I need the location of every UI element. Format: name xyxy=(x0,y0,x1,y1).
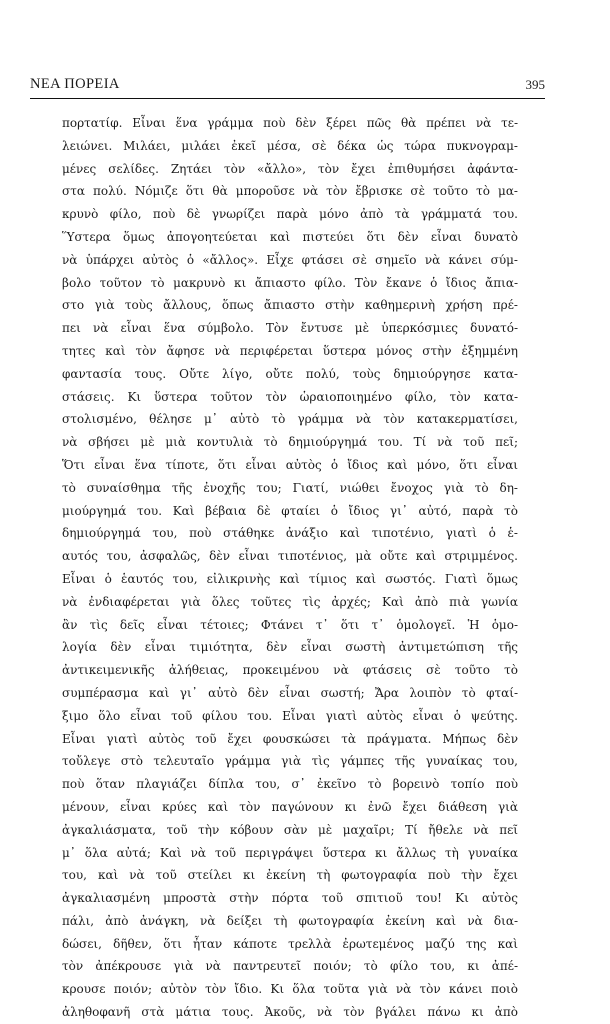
text-line: μ᾿ ὅλα αὐτά; Καὶ νὰ τοῦ περιγράψει ὕστερα κι ἄλλως τὴ γυναίκα xyxy=(62,845,518,860)
text-line: βολο τοῦτον τὸ μακρυνὸ κι ἄπιαστο φίλο. Τὸν ἔκανε ὁ ἴδιος ἄπια- xyxy=(62,275,518,290)
text-line: στα πολύ. Νόμιζε ὅτι θὰ μποροῦσε νὰ τὸν ἔβρισκε σὲ τοῦτο τὸ μα- xyxy=(62,184,518,199)
text-line: νὰ ὑπάρχει αὐτὸς ὁ «ἄλλος». Εἶχε φτάσει σὲ σημεῖο νὰ κάνει σύμ- xyxy=(62,252,518,267)
text-line: τητες καὶ τὸν ἄφησε νὰ περιφέρεται ὕστερα μόνος στὴν ἐξημμένη xyxy=(62,343,518,358)
journal-title: ΝΕΑ ΠΟΡΕΙΑ xyxy=(30,76,120,92)
text-line: στολισμένο, θέλησε μ᾿ αὐτὸ τὸ γράμμα νὰ τὸν κατακερματίσει, xyxy=(62,412,518,427)
text-line: κρυνὸ φίλο, ποὺ δὲ γνωρίζει παρὰ μόνο ἀπὸ τὰ γράμματά του. xyxy=(62,207,518,222)
text-line: τοὔλεγε στὸ τελευταῖο γράμμα γιὰ τὶς γάμπες τῆς γυναίκας του, xyxy=(62,754,518,769)
text-line: ἀγκαλιάσματα, τοῦ τὴν κόβουν σὰν μὲ μαχαῖρι; Τί ἤθελε νὰ πεῖ xyxy=(62,822,518,837)
page-number: 395 xyxy=(525,77,545,92)
text-line: μένουν, εἶναι κρύες καὶ τὸν παγώνουν κι ἐνῶ ἔχει διάθεση γιὰ xyxy=(62,799,518,814)
text-line: ἀγκαλιασμένη μπροστὰ στὴν πόρτα τοῦ σπιτιοῦ του! Κι αὐτὸς xyxy=(62,891,518,906)
text-line: Εἶναι ὁ ἑαυτός του, εἰλικρινὴς καὶ τίμιος καὶ σωστός. Γιατὶ ὅμως xyxy=(62,571,518,586)
body-text xyxy=(62,112,518,1024)
text-line: Ὅτι εἶναι ἕνα τίποτε, ὅτι εἶναι αὐτὸς ὁ ἴδιος καὶ μόνο, ὅτι εἶναι xyxy=(62,457,518,472)
text-line: νὰ σβήσει μὲ μιὰ κοντυλιὰ τὸ δημιούργημά του. Τί νὰ τοῦ πεῖ; xyxy=(62,435,518,450)
text-line: φαντασία τους. Οὔτε λίγο, οὔτε πολύ, τοὺς δημιούργησε κατα- xyxy=(62,366,518,381)
text-line: στο γιὰ τοὺς ἄλλους, ὅπως ἄπιαστο στὴν καθημερινὴ χρήση πρέ- xyxy=(62,298,518,313)
text-line: δημιούργημά του, ποὺ στάθηκε ἀνάξιο καὶ τιποτένιο, γιατὶ ὁ ἑ- xyxy=(62,526,518,541)
header-rule xyxy=(30,98,545,99)
text-line: πορτατίφ. Εἶναι ἕνα γράμμα ποὺ δὲν ξέρει πῶς θὰ πρέπει νὰ τε- xyxy=(62,116,518,130)
text-line: ξιμο ὅλο εἶναι τοῦ φίλου του. Εἶναι γιατὶ αὐτὸς εἶναι ὁ ψεύτης. xyxy=(62,708,518,723)
text-line: του, καὶ νὰ τοῦ στείλει κι ἐκείνη τὴ φωτογραφία ποὺ τὴν ἔχει xyxy=(62,868,518,883)
text-line: τὸν ἀπέκρουσε γιὰ νὰ παντρευτεῖ ποιόν; τὸ φίλο του, κι ἀπέ- xyxy=(62,959,518,974)
text-line: μιούργημά του. Καὶ βέβαια δὲ φταίει ὁ ἴδιος γι᾿ αὐτό, παρὰ τὸ xyxy=(62,503,518,518)
text-line: πάλι, ἀπὸ ἀνάγκη, νὰ δείξει τὴ φωτογραφία ἐκείνη καὶ νὰ δια- xyxy=(62,913,518,928)
text-line: στάσεις. Κι ὕστερα τοῦτον τὸν ὡραιοποιημένο φίλο, τὸν κατα- xyxy=(62,389,518,404)
text-line: ἂν τὶς δεῖς εἶναι τέτοιες; Φτάνει τ᾿ ὅτι τ᾿ ὁμολογεῖ. Ἡ ὁμο- xyxy=(62,617,518,632)
text-line: μένες σελίδες. Ζητάει τὸν «ἄλλο», τὸν ἔχει ἐπιθυμήσει ἀφάντα- xyxy=(62,161,518,176)
text-line: συμπέρασμα καὶ γι᾿ αὐτὸ δὲν εἶναι σωστή; Ἄρα λοιπὸν τὸ φταί- xyxy=(62,685,518,700)
text-line: τὸ συναίσθημα τῆς ἐνοχῆς του; Γιατί, νιώθει ἔνοχος γιὰ τὸ δη- xyxy=(62,480,518,495)
text-line: δώσει, δῆθεν, ὅτι ἦταν κάποτε τρελλὰ ἐρωτεμένος μαζύ της καὶ xyxy=(62,936,518,951)
text-line: Ὕστερα ὅμως ἀπογοητεύεται καὶ πιστεύει ὅτι δὲν εἶναι δυνατὸ xyxy=(62,229,518,244)
text-line: Εἶναι γιατὶ αὐτὸς τοῦ ἔχει φουσκώσει τὰ πράγματα. Μήπως δὲν xyxy=(62,731,518,746)
text-line: λογία δὲν εἶναι τιμιότητα, δὲν εἶναι σωστὴ ἀντιμετώπιση τῆς xyxy=(62,640,518,655)
text-line: λειώνει. Μιλάει, μιλάει ἐκεῖ μέσα, σὲ δέκα ὡς τώρα πυκνογραμ- xyxy=(62,138,518,153)
text-line: ἀληθοφανῆ στὰ μάτια τους. Ἀκοῦς, νὰ τὸν βγάλει πάνω κι ἀπὸ xyxy=(62,1005,518,1020)
page-header xyxy=(30,74,545,96)
text-line: αυτός του, ἀσφαλῶς, δὲν εἶναι τιποτένιος, μὰ οὔτε καὶ στριμμένος. xyxy=(62,549,518,564)
text-line: πει νὰ εἶναι ἕνα σύμβολο. Τὸν ἔντυσε μὲ ὑπερκόσμιες δυνατό- xyxy=(62,321,518,336)
text-line: κρουσε ποιόν; αὐτὸν τὸν ἴδιο. Κι ὅλα τοῦτα γιὰ νὰ τὸν κάνει ποιὸ xyxy=(62,982,518,997)
text-line: ποὺ ὅταν πλαγιάζει δίπλα του, σ᾿ ἐκεῖνο τὸ βορεινὸ τοπίο ποὺ xyxy=(62,777,518,792)
text-line: ἀντικειμενικῆς ἀλήθειας, προκειμένου νὰ φτάσεις σὲ τοῦτο τὸ xyxy=(62,663,518,678)
text-line: νὰ ἐνδιαφέρεται γιὰ ὅλες τοῦτες τὶς ἀρχές; Καὶ ἀπὸ πιὰ γωνία xyxy=(62,594,518,609)
